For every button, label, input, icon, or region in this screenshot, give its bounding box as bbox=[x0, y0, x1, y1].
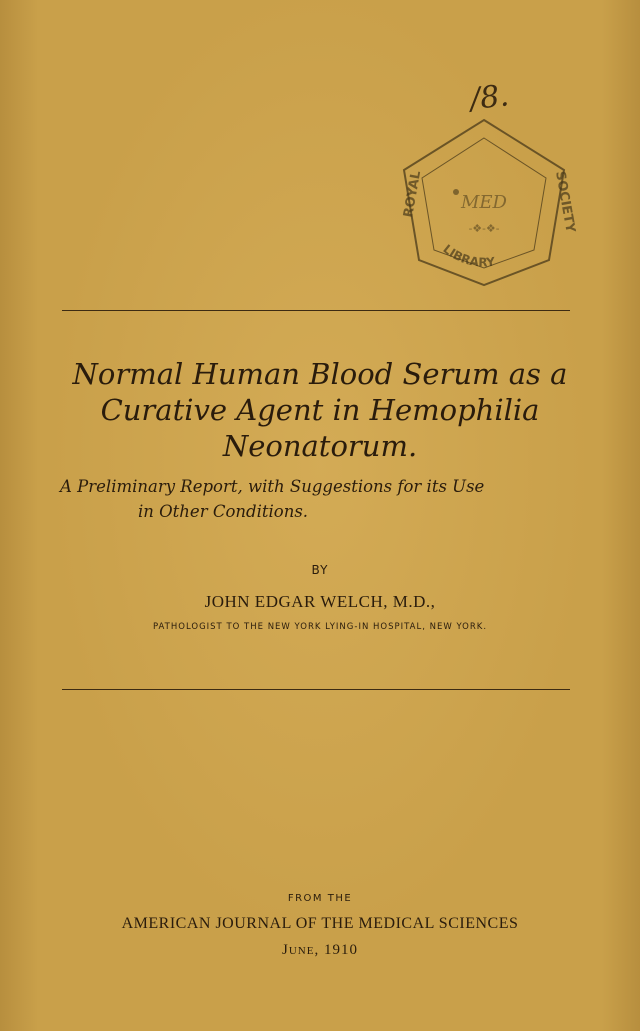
byline: BY bbox=[311, 563, 329, 577]
publication-date: June, 1910 bbox=[282, 942, 358, 958]
title-line-2: Curative Agent in Hemophilia bbox=[100, 393, 540, 427]
author-name: JOHN EDGAR WELCH, M.D., bbox=[204, 592, 436, 611]
shelfmark-handwritten: /8. bbox=[468, 78, 511, 118]
stamp-ornament: -❖-❖- bbox=[468, 222, 500, 235]
author-affiliation: PATHOLOGIST TO THE NEW YORK LYING-IN HOSPITAL, NEW YORK. bbox=[152, 622, 488, 632]
bottom-rule-divider bbox=[62, 689, 570, 690]
title-line-3: Neonatorum. bbox=[222, 429, 418, 463]
stamp-ring-bottom: LIBRARY bbox=[440, 241, 496, 270]
stamp-ring-right: SOCIETY bbox=[552, 170, 578, 234]
source-from-label: FROM THE bbox=[287, 893, 353, 904]
library-stamp-seal bbox=[384, 100, 584, 300]
subtitle-line-1: A Preliminary Report, with Suggestions for its Use bbox=[60, 477, 485, 496]
stamp-center-text: MED bbox=[460, 192, 508, 213]
source-journal: AMERICAN JOURNAL OF THE MEDICAL SCIENCES bbox=[121, 915, 519, 932]
subtitle-line-2: in Other Conditions. bbox=[138, 502, 309, 521]
title-line-1: Normal Human Blood Serum as a bbox=[72, 357, 568, 391]
stamp-ring-left: ROYAL bbox=[401, 169, 425, 219]
document-subtitle bbox=[60, 474, 600, 524]
document-title bbox=[30, 356, 610, 464]
stamp-dot bbox=[453, 189, 459, 195]
top-rule-divider bbox=[62, 310, 570, 311]
